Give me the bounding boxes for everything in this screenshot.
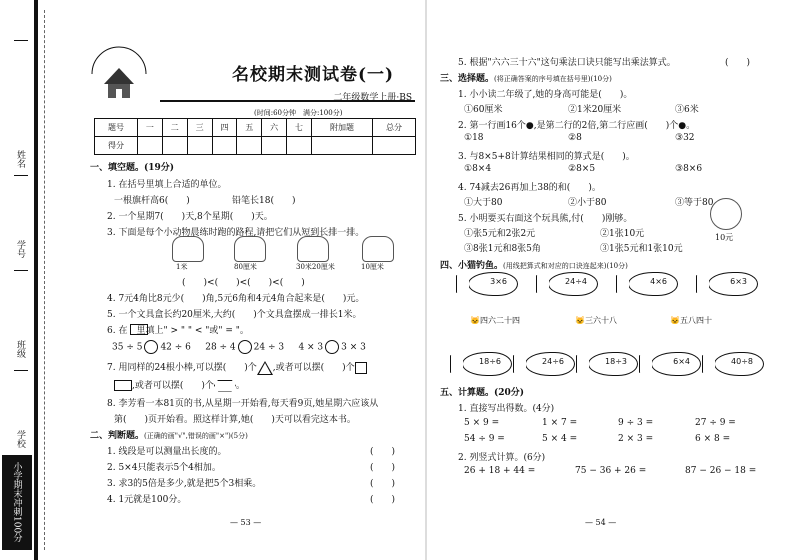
c2-option[interactable]: ①18: [464, 133, 484, 143]
score-header: 六: [262, 119, 287, 137]
fish-label: 24÷6: [542, 357, 564, 366]
q6-text: 6. 在 里填上" > " " < "或" = "。: [107, 326, 249, 336]
cat-icon: [297, 236, 329, 262]
cat-card-2[interactable]: [575, 315, 617, 335]
cat-label: 三六十八: [584, 316, 617, 325]
cat-fishing-icon: 🐱: [575, 316, 585, 325]
ant-icon: [362, 236, 394, 262]
order-answer-row: ( )<( )<( )<( ): [182, 278, 305, 288]
bear-price: 10元: [715, 233, 734, 242]
calc-item: 2 × 3 =: [618, 434, 654, 444]
name-label: 姓名: [15, 150, 25, 168]
q6c-right: 3 × 3: [341, 342, 366, 353]
q6b-left: 28 ÷ 4: [205, 342, 236, 353]
animal-label: 10厘米: [361, 263, 384, 271]
cat-label: 四六二十四: [479, 316, 520, 325]
score-cell[interactable]: [237, 137, 262, 155]
score-header: 总分: [372, 119, 415, 137]
score-cell[interactable]: [137, 137, 162, 155]
toy-bear-icon: [710, 198, 742, 230]
score-header: 四: [212, 119, 237, 137]
q4-text: 4. 7元4角比8元少( )角,5元6角和4元4角合起来是( )元。: [107, 294, 365, 304]
cat-card-1[interactable]: [470, 315, 520, 335]
c5-option[interactable]: ③1张5元和1张10元: [600, 244, 683, 254]
q6c-left: 4 × 3: [298, 342, 324, 353]
section-4-title: 四、小猫钓鱼。: [440, 261, 504, 271]
score-cell[interactable]: [311, 137, 372, 155]
fish-bottom-4[interactable]: [651, 352, 701, 376]
compare-circle[interactable]: [144, 340, 158, 354]
calc-item: 6 × 8 =: [695, 434, 731, 444]
score-header: 附加题: [311, 119, 372, 137]
j2-paren[interactable]: ( ): [370, 463, 396, 473]
k1-text: 1. 直接写出得数。(4分): [458, 404, 555, 414]
calc-item: 54 ÷ 9 =: [464, 434, 505, 444]
q3-text: 3. 下面是每个小动物晨练时跑的路程,请把它们从短到长排一排。: [107, 228, 365, 238]
k2-text: 2. 列竖式计算。(6分): [458, 453, 546, 463]
fish-label: 24÷4: [565, 277, 587, 286]
section-2-heading: [90, 428, 248, 441]
c3-option[interactable]: ①8×4: [464, 164, 492, 174]
score-cell[interactable]: [187, 137, 212, 155]
chick-icon: [234, 236, 266, 262]
calc-item: 27 ÷ 9 =: [695, 418, 736, 428]
q6a-right: 42 ÷ 6: [160, 342, 191, 353]
fish-bottom-2[interactable]: [525, 352, 575, 376]
binding-bar: [34, 0, 38, 560]
c4-option[interactable]: ②小于80: [568, 198, 607, 208]
vertical-calc-item: 75 − 36 + 26 =: [575, 466, 647, 476]
cat-fishing-icon: 🐱: [470, 316, 480, 325]
section-1-heading: 一、填空题。(19分): [90, 163, 175, 173]
j4-text: 4. 1元就是100分。: [107, 495, 187, 505]
q7-line-2: [114, 378, 245, 392]
c4-option[interactable]: ③等于80: [675, 198, 714, 208]
rectangle-icon: [114, 380, 132, 391]
animal-label: 1米: [176, 263, 188, 271]
j2-text: 2. 5×4只能表示5个4相加。: [107, 463, 221, 473]
c1-option[interactable]: ③6米: [675, 105, 699, 115]
q1a-text: 一根旗杆高6( ): [114, 196, 190, 206]
c2-option[interactable]: ②8: [568, 133, 582, 143]
section-2-note: (正确的画"√",错误的画"×")(5分): [144, 432, 248, 440]
page-number: — 54 —: [585, 518, 617, 527]
j4-paren[interactable]: ( ): [370, 495, 396, 505]
fish-bottom-3[interactable]: [588, 352, 638, 376]
brand-label: 小学期末冲刺100分: [2, 455, 32, 550]
score-cell[interactable]: [162, 137, 187, 155]
score-row-label: 得分: [95, 137, 138, 155]
section-4-note: (用线把算式和对应的口诀连起来)(10分): [503, 262, 628, 270]
calc-item: 5 × 4 =: [542, 434, 578, 444]
q7-text-b: ,或者可以摆( )个: [272, 363, 355, 373]
compare-circle[interactable]: [325, 340, 339, 354]
fish-label: 3×6: [490, 277, 507, 286]
section-2-title: 二、判断题。: [90, 431, 145, 441]
q6b-right: 24 ÷ 3: [253, 342, 285, 353]
score-header: 题号: [95, 119, 138, 137]
calc-item: 1 × 7 =: [542, 418, 578, 428]
score-header: 五: [237, 119, 262, 137]
q8-text-b: 第( )页开始看。照这样计算,她( )天可以看完这本书。: [114, 415, 356, 425]
c2-text: 2. 第一行画16个●,是第二行的2倍,第二行应画( )个●。: [458, 121, 696, 131]
fish-label: 18÷6: [479, 357, 501, 366]
cat-label: 五八四十: [679, 316, 712, 325]
id-label: 学号: [15, 240, 25, 258]
score-header: 一: [137, 119, 162, 137]
q8-text-a: 8. 李芳看一本81页的书,从星期一开始看,每天看9页,她星期六应该从: [107, 399, 379, 409]
cat-fishing-icon: 🐱: [670, 316, 680, 325]
exam-meta: (时间:60分钟 满分:100分): [254, 109, 343, 117]
c5-option[interactable]: ③8张1元和8张5角: [464, 244, 541, 254]
c1-text: 1. 小小读二年级了,她的身高可能是( )。: [458, 90, 633, 100]
q7-line-1: [107, 360, 367, 375]
j3-paren[interactable]: ( ): [370, 479, 396, 489]
c1-option[interactable]: ②1米20厘米: [568, 105, 622, 115]
page-divider: [425, 0, 427, 560]
score-value-row: [95, 137, 416, 155]
page-53: [72, 0, 417, 560]
fish-label: 6×4: [673, 357, 690, 366]
q7-text-a: 7. 用同样的24根小棒,可以摆( )个: [107, 363, 257, 373]
vertical-calc-item: 26 + 18 + 44 =: [464, 466, 536, 476]
section-3-heading: [440, 71, 612, 84]
j5-text: 5. 根据"六六三十六"这句乘法口诀只能写出乘法算式。: [458, 58, 676, 68]
animal-label: 80厘米: [234, 263, 257, 271]
school-line: [14, 370, 28, 372]
fish-label: 6×3: [730, 277, 747, 286]
calc-item: 9 ÷ 3 =: [618, 418, 654, 428]
fish-bottom-1[interactable]: [462, 352, 512, 376]
id-line: [14, 175, 28, 177]
score-header-row: [95, 119, 416, 137]
house-logo-icon: [84, 44, 154, 104]
compare-circle[interactable]: [238, 340, 252, 354]
class-label: 班级: [15, 340, 25, 358]
fish-top-1[interactable]: [468, 272, 518, 296]
j5-paren[interactable]: ( ): [725, 58, 751, 68]
q5-text: 5. 一个文具盒长约20厘米,大约( )个文具盒摆成一排长1米。: [107, 310, 362, 320]
c2-option[interactable]: ③32: [675, 133, 695, 143]
q7-text-c: ,或者可以摆( )个: [132, 381, 214, 391]
fish-top-4[interactable]: [708, 272, 758, 296]
fish-label: 18÷3: [605, 357, 627, 366]
school-label: 学校: [15, 430, 25, 448]
calc-item: 5 × 9 =: [464, 418, 500, 428]
score-table: [94, 118, 416, 155]
c4-text: 4. 74减去26再加上38的和( )。: [458, 183, 601, 193]
vertical-calc-item: 87 − 26 − 18 =: [685, 466, 757, 476]
fish-label: 4×6: [650, 277, 667, 286]
grade-subtitle: 二年级数学上册·BS: [333, 93, 412, 103]
page-number: — 53 —: [230, 518, 262, 527]
c5-option[interactable]: ②1张10元: [600, 229, 645, 239]
score-header: 三: [187, 119, 212, 137]
q7-text-d: 。: [235, 381, 245, 391]
j1-text: 1. 线段是可以测量出长度的。: [107, 447, 227, 457]
fish-label: 40÷8: [731, 357, 753, 366]
score-cell[interactable]: [287, 137, 312, 155]
q1-text: 1. 在括号里填上合适的单位。: [107, 180, 227, 190]
hexagon-icon: [214, 380, 236, 392]
score-header: 二: [162, 119, 187, 137]
q2-text: 2. 一个星期7( )天,8个星期( )天。: [107, 212, 273, 222]
triangle-icon: [257, 361, 273, 375]
page-54: [440, 0, 785, 560]
score-cell[interactable]: [372, 137, 415, 155]
answer-box-sample: [130, 324, 148, 335]
cat-card-3[interactable]: [670, 315, 712, 335]
q6a-left: 35 ÷ 5: [112, 342, 143, 353]
c1-option[interactable]: ①60厘米: [464, 105, 503, 115]
turtle-icon: [172, 236, 204, 262]
page-title: 名校期末测试卷(一): [232, 65, 395, 85]
score-header: 七: [287, 119, 312, 137]
c4-option[interactable]: ①大于80: [464, 198, 503, 208]
fish-top-2[interactable]: [548, 272, 598, 296]
square-icon: [355, 362, 367, 374]
j1-paren[interactable]: ( ): [370, 447, 396, 457]
section-3-title: 三、选择题。: [440, 74, 495, 84]
c3-text: 3. 与8×5+8计算结果相同的算式是( )。: [458, 152, 635, 162]
name-line: [14, 40, 28, 42]
section-4-heading: [440, 258, 628, 271]
section-3-note: (将正确答案的序号填在括号里)(10分): [494, 75, 612, 83]
score-cell[interactable]: [212, 137, 237, 155]
score-cell[interactable]: [262, 137, 287, 155]
c3-option[interactable]: ②8×5: [568, 164, 596, 174]
q6-row: [112, 340, 366, 354]
section-5-heading: 五、计算题。(20分): [440, 388, 525, 398]
c3-option[interactable]: ③8×6: [675, 164, 703, 174]
binding-sidebar: [0, 0, 62, 560]
cut-line: [44, 10, 46, 550]
fish-top-3[interactable]: [628, 272, 678, 296]
class-line: [14, 270, 28, 272]
q1b-text: 铅笔长18( ): [232, 196, 296, 206]
fish-bottom-5[interactable]: [714, 352, 764, 376]
j3-text: 3. 求3的5倍是多少,就是把5个3相乘。: [107, 479, 262, 489]
c5-option[interactable]: ①张5元和2张2元: [464, 229, 536, 239]
animal-label: 30米20厘米: [296, 263, 335, 271]
house-logo: [84, 44, 154, 104]
c5-text: 5. 小明要买右面这个玩具熊,付( )刚够。: [458, 214, 633, 224]
